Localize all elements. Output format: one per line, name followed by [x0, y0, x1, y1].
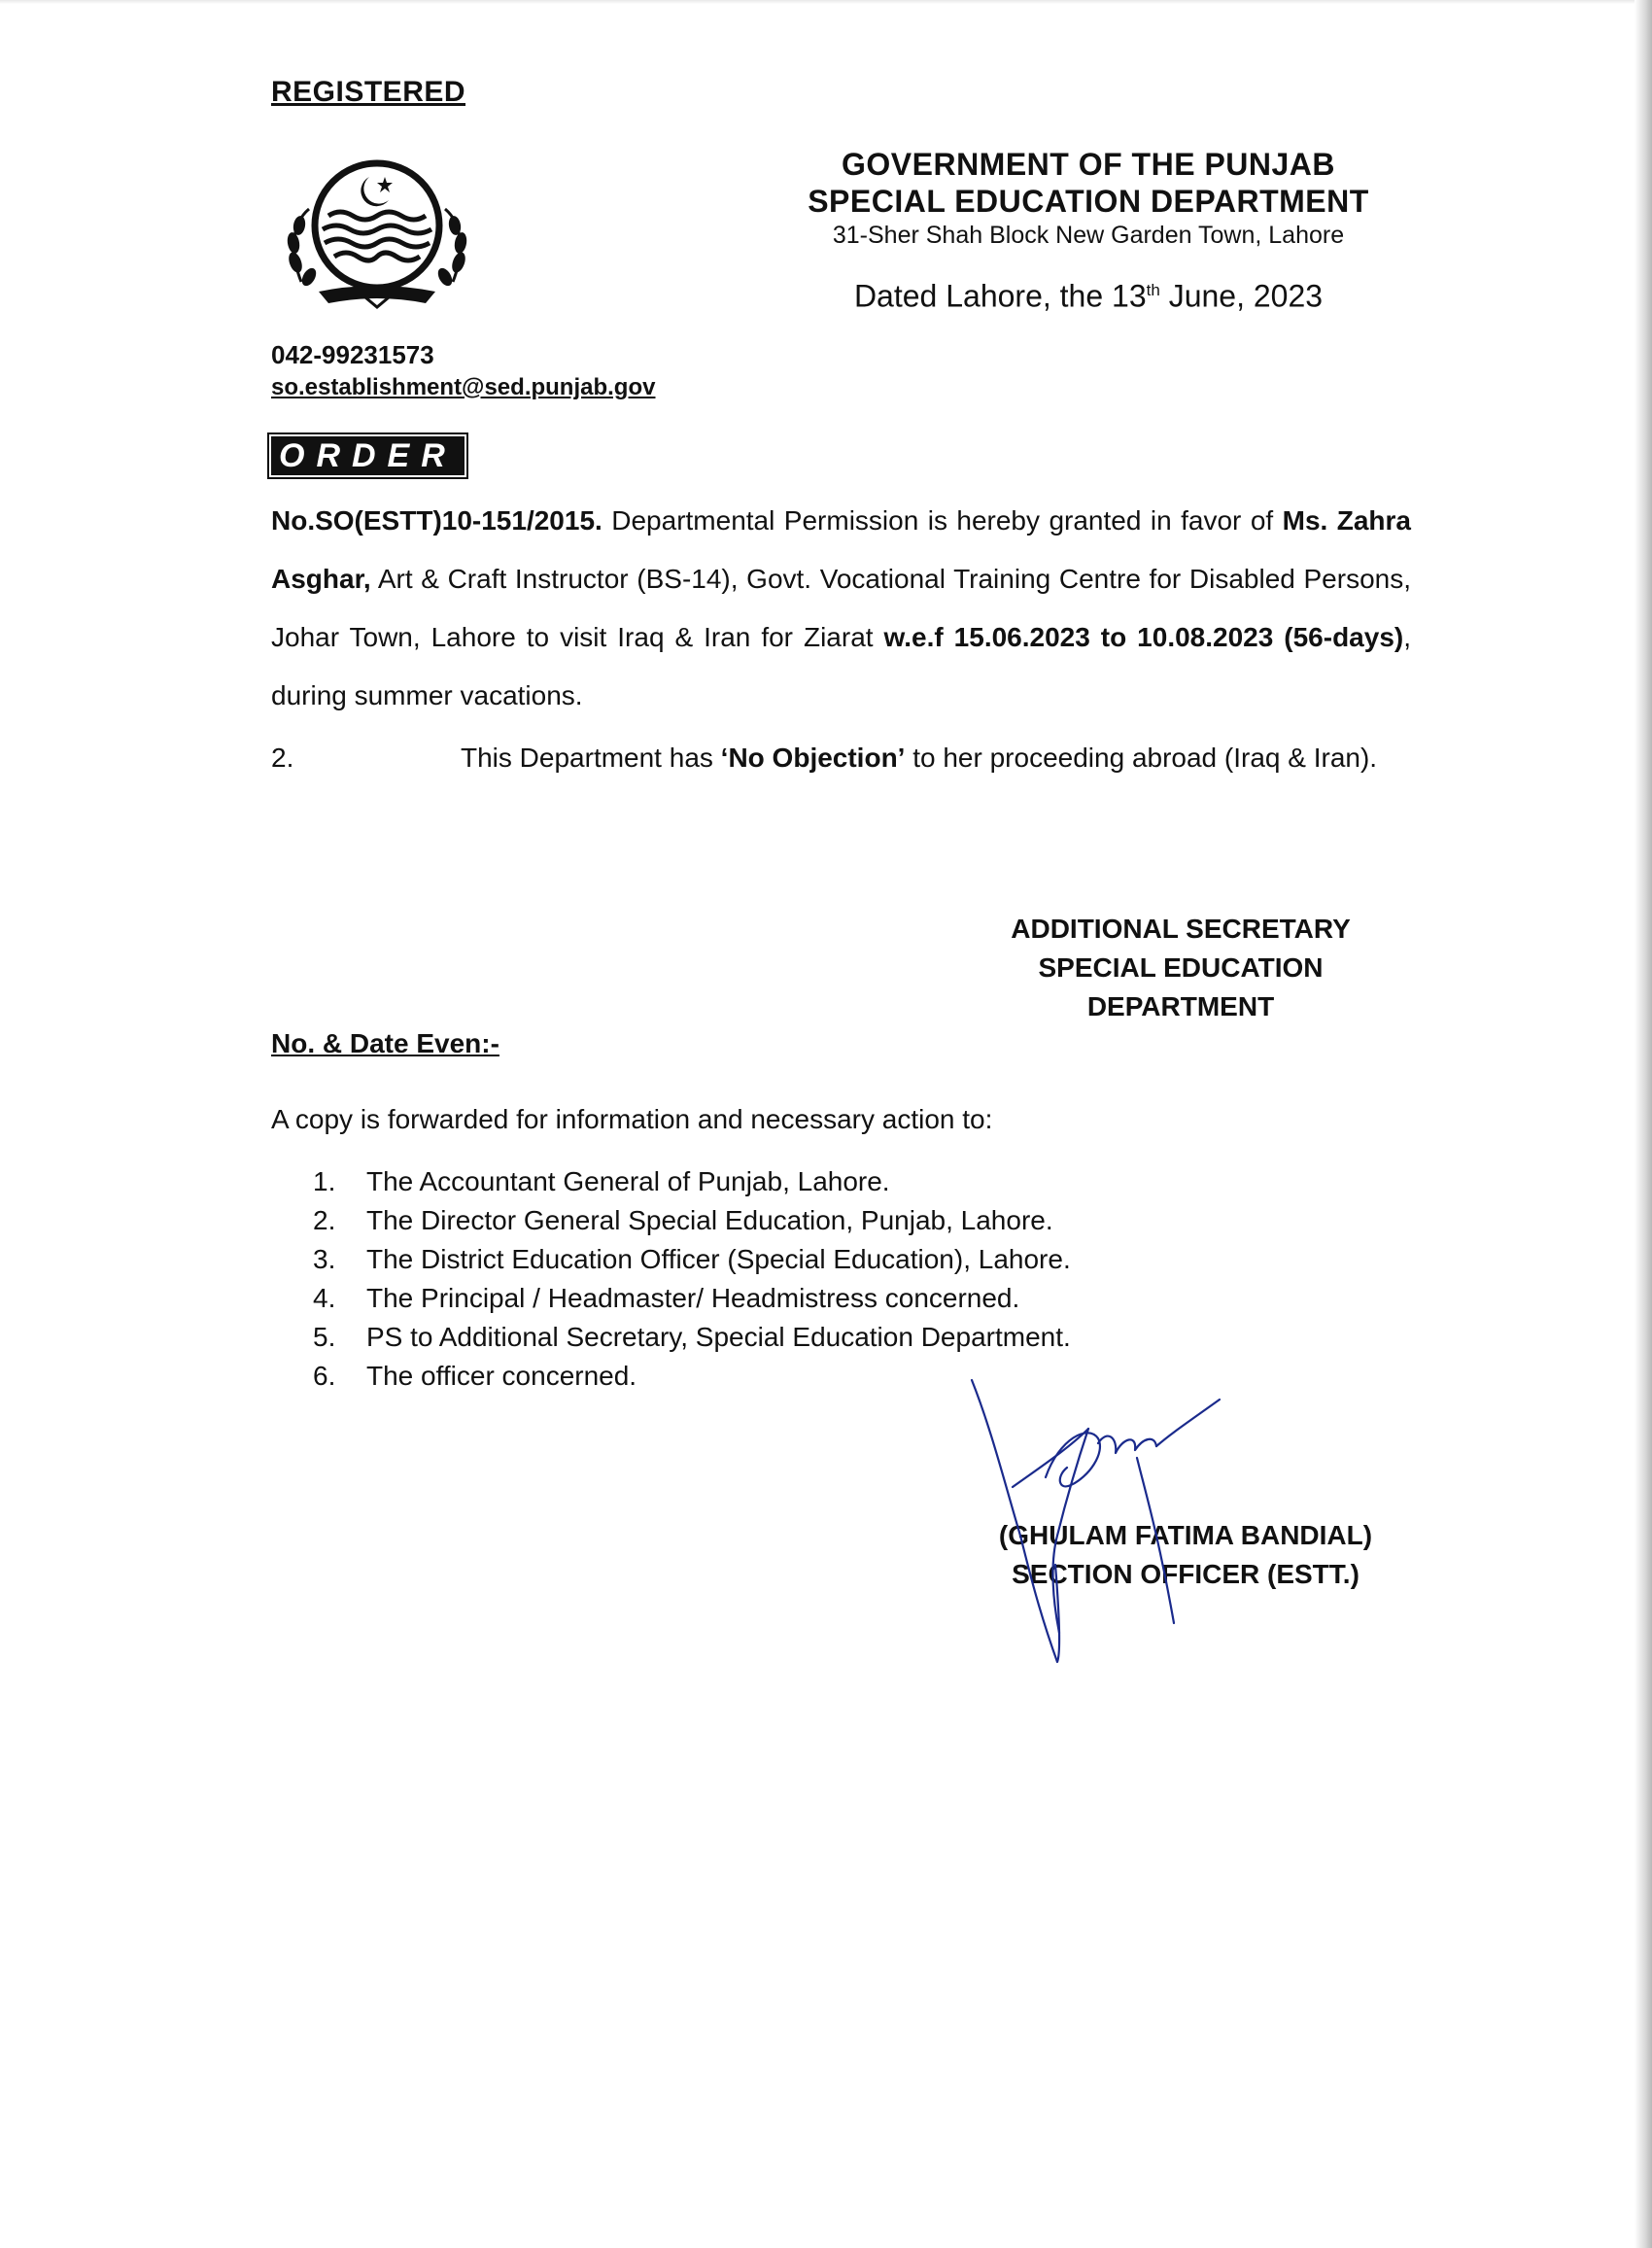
punjab-seal-icon	[280, 156, 474, 311]
distribution-heading: No. & Date Even:-	[271, 1028, 499, 1058]
department-address: 31-Sher Shah Block New Garden Town, Lahore	[832, 222, 1345, 249]
page-right-shadow	[1635, 0, 1652, 2248]
letterhead	[719, 146, 1458, 315]
list-item: 4. The Principal / Headmaster/ Headmistress concerned.	[313, 1283, 1020, 1313]
phone-number: 042-99231573	[271, 340, 434, 369]
order-paragraph-1: No.SO(ESTT)10-151/2015. Departmental Permission is hereby granted in favor of Ms. Zahra Asghar, Art & Craft Instructor (BS-14), Govt. Vocational Training Centre for Disabled Persons, Johar Town, Lahore to visit Iraq & Iran for Ziarat w.e.f 15.06.2023 to 10.08.2023 (56-days), during summer vacations.	[271, 505, 1411, 710]
distribution-intro: A copy is forwarded for information and necessary action to:	[271, 1104, 993, 1134]
list-item: 5. PS to Additional Secretary, Special Education Department.	[313, 1322, 1071, 1352]
order-reference: No.SO(ESTT)10-151/2015.	[271, 505, 602, 536]
order-heading: ORDER	[271, 436, 465, 475]
department-title: SPECIAL EDUCATION DEPARTMENT	[808, 184, 1369, 219]
additional-secretary-block: ADDITIONAL SECRETARY SPECIAL EDUCATION DEPARTMENT	[1011, 914, 1351, 1021]
list-item: 2. The Director General Special Education, Punjab, Lahore.	[313, 1205, 1053, 1235]
order-paragraph-2: 2. This Department has ‘No Objection’ to her proceeding abroad (Iraq & Iran).	[271, 743, 1378, 773]
list-item: 6. The officer concerned.	[313, 1361, 637, 1391]
email-link[interactable]: so.establishment@sed.punjab.gov	[271, 374, 656, 400]
list-item: 3. The District Education Officer (Special Education), Lahore.	[313, 1244, 1071, 1274]
employee-name: Ms. Zahra Asghar,	[271, 505, 1411, 594]
signature-icon	[952, 1370, 1244, 1672]
officer-name: (GHULAM FATIMA BANDIAL)	[998, 1520, 1373, 1550]
no-objection-phrase: ‘No Objection’	[720, 743, 906, 773]
distribution-list	[313, 1162, 1071, 1396]
registered-label: REGISTERED	[271, 76, 466, 108]
government-title: GOVERNMENT OF THE PUNJAB	[841, 147, 1336, 182]
officer-title: SECTION OFFICER (ESTT.)	[1012, 1559, 1359, 1589]
page-top-edge	[0, 0, 1652, 4]
letter-date: Dated Lahore, the 13th June, 2023	[853, 278, 1324, 314]
list-item: 1. The Accountant General of Punjab, Lahore.	[313, 1166, 890, 1196]
leave-period: w.e.f 15.06.2023 to 10.08.2023 (56-days)	[883, 622, 1404, 652]
